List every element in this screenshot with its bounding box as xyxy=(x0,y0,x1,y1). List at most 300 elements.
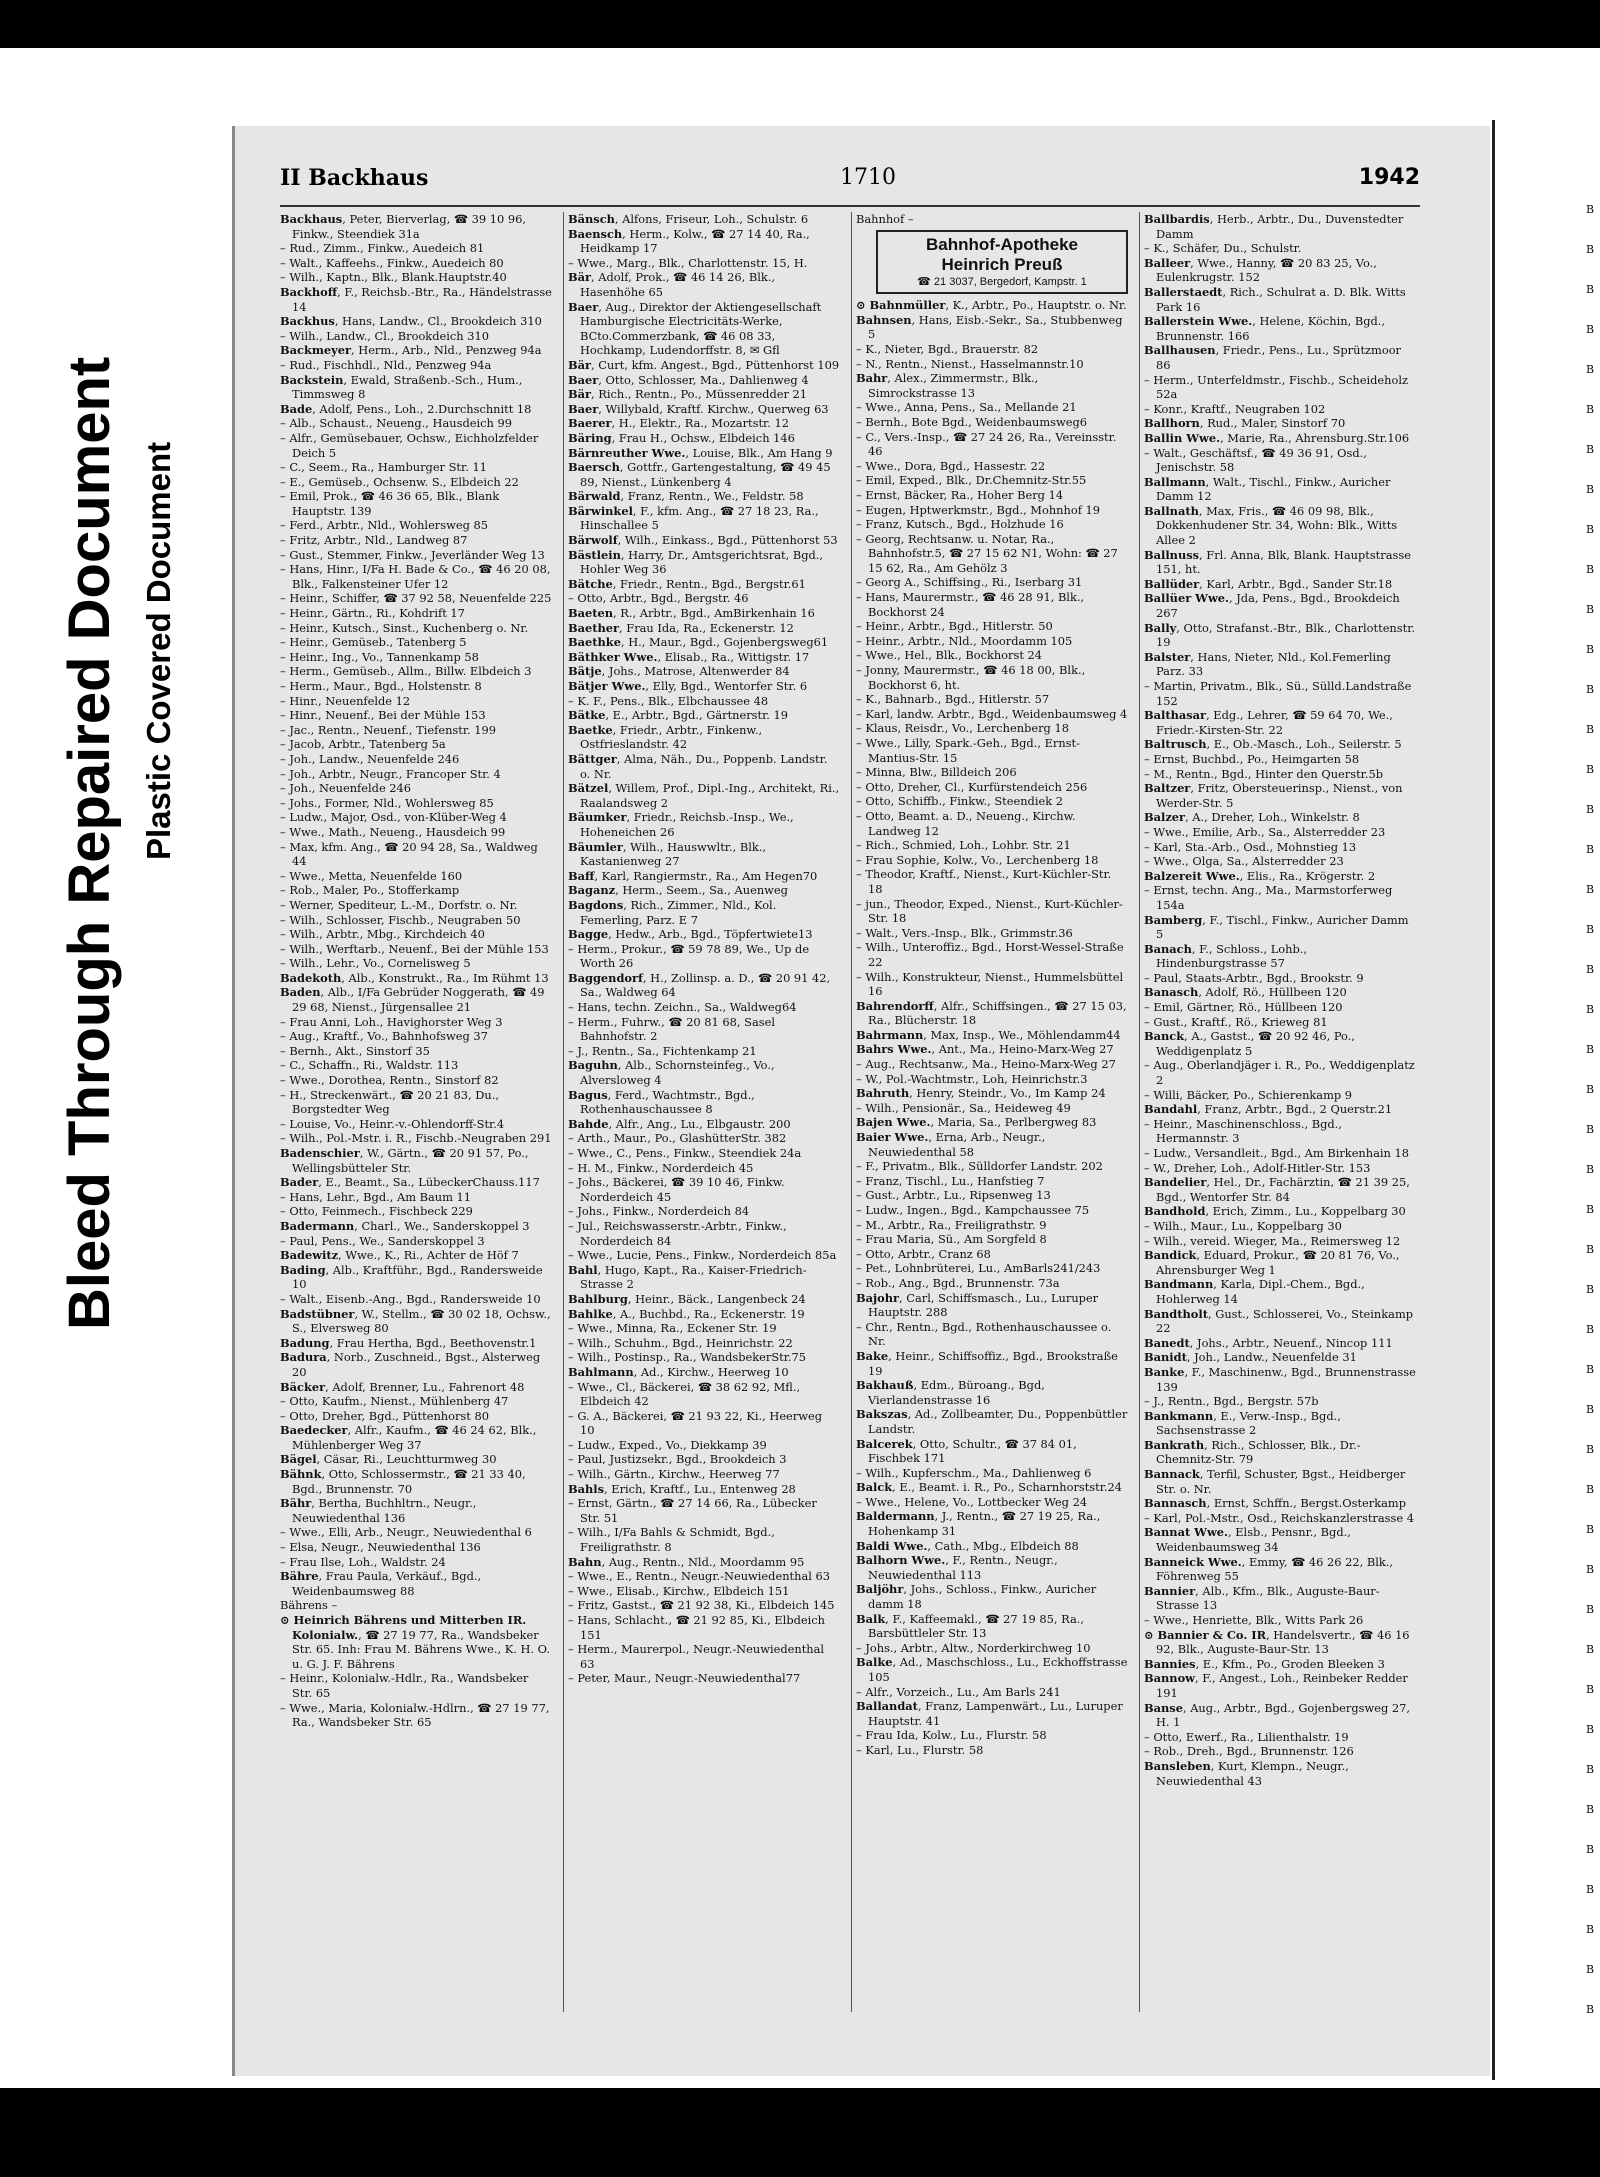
directory-entry: – Wilh., Konstrukteur, Nienst., Hummelsbüttel 16 xyxy=(856,969,1124,999)
pharmacy-advert xyxy=(876,230,1128,295)
directory-entry: – Gust., Stemmer, Finkw., Jeverländer Weg 13 xyxy=(280,547,545,562)
entry-surname: ⊙ Heinrich Bährens und Mitterben IR. Kolonialw. xyxy=(280,1613,527,1642)
entry-surname: Bajen Wwe. xyxy=(856,1115,931,1130)
directory-entry: Banedt, Johs., Arbtr., Neuenf., Nincop 111 xyxy=(1144,1335,1393,1350)
directory-entry: Badura, Norb., Zuschneid., Bgst., Alsterweg 20 xyxy=(280,1350,541,1379)
entry-surname: Bajohr xyxy=(856,1290,900,1305)
directory-entry: Bär, Adolf, Prok., ☎ 46 14 26, Blk., Hasenhöhe 65 xyxy=(568,270,775,299)
entry-surname: Bär xyxy=(568,387,592,402)
directory-entry: – Wwe., Metta, Neuenfelde 160 xyxy=(280,868,463,883)
directory-entry: Bandmann, Karla, Dipl.-Chem., Bgd., Hohlerweg 14 xyxy=(1144,1277,1365,1306)
entry-surname: Ballüer Wwe. xyxy=(1144,591,1229,606)
directory-entry: – Otto, Arbtr., Cranz 68 xyxy=(856,1246,991,1261)
adjacent-letter: B xyxy=(1586,1803,1595,1816)
entry-surname: Bankrath xyxy=(1144,1437,1205,1452)
directory-entry: Baguhn, Alb., Schornsteinfeg., Vo., Alversloweg 4 xyxy=(568,1058,775,1088)
entry-surname: Balck xyxy=(856,1480,893,1495)
entry-surname: Baensch xyxy=(568,226,623,241)
entry-surname: Baltzer xyxy=(1144,781,1191,796)
directory-entry: – E., Gemüseb., Ochsenw. S., Elbdeich 22 xyxy=(280,474,519,489)
directory-entry: – Paul, Staats-Arbtr., Bgd., Brookstr. 9 xyxy=(1144,970,1364,985)
directory-entry: – Ludw., Ingen., Bgd., Kampchaussee 75 xyxy=(856,1203,1090,1217)
entry-surname: Badekoth xyxy=(280,970,342,985)
entry-surname: Baguhn xyxy=(568,1058,618,1073)
directory-entry: – Karl, Pol.-Mstr., Osd., Reichskanzlerstrasse 4 xyxy=(1144,1510,1414,1525)
entry-surname: Baerer xyxy=(568,416,612,431)
directory-entry: – Louise, Vo., Heinr.-v.-Ohlendorff-Str.4 xyxy=(280,1116,505,1131)
entry-surname: Bahls xyxy=(568,1481,605,1496)
entry-surname: Bandmann xyxy=(1144,1277,1214,1292)
directory-entry: Bagdons, Rich., Zimmer., Nld., Kol. Femerling, Parz. E 7 xyxy=(568,897,777,927)
directory-entry: Bannat Wwe., Elsb., Pensnr., Bgd., Weidenbaumsweg 34 xyxy=(1144,1525,1351,1555)
entry-surname: Ballnuss xyxy=(1144,547,1200,562)
directory-entry: – Joh., Arbtr., Neugr., Francoper Str. 4 xyxy=(280,766,501,781)
adjacent-page-letters xyxy=(1586,190,1600,2030)
directory-entry: Baldi Wwe., Cath., Mbg., Elbdeich 88 xyxy=(856,1538,1079,1553)
entry-surname: Bannow xyxy=(1144,1671,1195,1686)
directory-entry: – Heinr., Arbtr., Bgd., Hitlerstr. 50 xyxy=(856,619,1053,634)
directory-entry: – Franz, Kutsch., Bgd., Holzhude 16 xyxy=(856,517,1064,532)
directory-entry: Badekoth, Alb., Konstrukt., Ra., Im Rühmt 13 xyxy=(280,970,549,985)
entry-surname: Bannier xyxy=(1144,1583,1196,1598)
directory-entry: Baersch, Gottfr., Gartengestaltung, ☎ 49 45 89, Nienst., Lünkenberg 4 xyxy=(568,460,831,489)
directory-entry: – Wwe., E., Rentn., Neugr.-Neuwiedenthal 63 xyxy=(568,1569,830,1584)
advert-title: Bahnhof-Apotheke xyxy=(925,234,1079,254)
entry-surname: Balster xyxy=(1144,649,1191,664)
directory-entry: – Bernh., Bote Bgd., Weidenbaumsweg6 xyxy=(856,414,1088,429)
directory-entry: – Rob., Ang., Bgd., Brunnenstr. 73a xyxy=(856,1275,1060,1290)
adjacent-letter: B xyxy=(1586,1683,1595,1696)
entry-surname: Bandhold xyxy=(1144,1204,1206,1219)
directory-entry: – Wilh., Schuhm., Bgd., Heinrichstr. 22 xyxy=(568,1335,793,1350)
directory-entry: – Herm., Maurerpol., Neugr.-Neuwiedenthal 63 xyxy=(568,1642,825,1671)
adjacent-page-edge xyxy=(1492,120,1600,2080)
directory-entry: – Hans, Lehr., Bgd., Am Baum 11 xyxy=(280,1189,472,1204)
directory-entry: Ballbardis, Herb., Arbtr., Du., Duvenstedter Damm xyxy=(1144,212,1404,241)
directory-entry: – Wwe., Math., Neueng., Hausdeich 99 xyxy=(280,824,506,839)
entry-surname: Bäcker xyxy=(280,1379,326,1394)
entry-surname: Badewitz xyxy=(280,1248,339,1263)
entry-surname: Bärwinkel xyxy=(568,503,633,518)
directory-entry: – Joh., Landw., Neuenfelde 246 xyxy=(280,751,460,766)
entry-surname: Bagdons xyxy=(568,897,624,912)
directory-entry: Bandick, Eduard, Prokur., ☎ 20 81 76, Vo., Ahrensburger Weg 1 xyxy=(1144,1248,1400,1277)
entry-surname: Ballüder xyxy=(1144,576,1200,591)
directory-entry: – Rich., Schmied, Loh., Lohbr. Str. 21 xyxy=(856,838,1071,853)
directory-entry: – Joh., Neuenfelde 246 xyxy=(280,781,412,796)
directory-entry: – Paul, Pens., We., Sanderskoppel 3 xyxy=(280,1233,485,1248)
directory-entry: Bankmann, E., Verw.-Insp., Bgd., Sachsenstrasse 2 xyxy=(1144,1408,1341,1438)
page-number: 1710 xyxy=(840,165,896,190)
entry-surname: Baer xyxy=(568,299,599,314)
entry-surname: Bamberg xyxy=(1144,912,1203,927)
directory-entry: Bahruth, Henry, Steindr., Vo., Im Kamp 24 xyxy=(856,1086,1106,1101)
entry-surname: Bätke xyxy=(568,708,606,723)
entry-surname: Banasch xyxy=(1144,985,1199,1000)
directory-entry: Bahn, Aug., Rentn., Nld., Moordamm 95 xyxy=(568,1554,805,1569)
directory-entry: – K., Bahnarb., Bgd., Hitlerstr. 57 xyxy=(856,692,1050,707)
directory-entry: Balk, F., Kaffeemakl., ☎ 27 19 85, Ra., Barsbüttleler Str. 13 xyxy=(856,1611,1084,1641)
directory-entry: – Frau Ida, Kolw., Lu., Flurstr. 58 xyxy=(856,1728,1047,1743)
directory-entry: Ballhorn, Rud., Maler, Sinstorf 70 xyxy=(1144,416,1346,431)
directory-entry: Baden, Alb., I/Fa Gebrüder Noggerath, ☎ 49 29 68, Nienst., Jürgensallee 21 xyxy=(280,985,545,1015)
directory-entry: – Karl, Sta.-Arb., Osd., Mohnstieg 13 xyxy=(1144,839,1357,854)
directory-entry: Bähr, Bertha, Buchhltrn., Neugr., Neuwiedenthal 136 xyxy=(280,1496,477,1525)
entry-surname: Bannasch xyxy=(1144,1496,1207,1511)
entry-surname: Balke xyxy=(856,1655,893,1670)
entry-surname: ⊙ Bahnmüller xyxy=(856,298,946,313)
directory-entry: – W., Pol.-Wachtmstr., Loh, Heinrichstr.3 xyxy=(856,1071,1088,1086)
directory-entry: – Otto, Kaufm., Nienst., Mühlenberg 47 xyxy=(280,1394,509,1409)
entry-surname: Badung xyxy=(280,1335,330,1350)
entry-surname: Backhoff xyxy=(280,284,338,299)
directory-entry: – Wilh., Gärtn., Kirchw., Heerweg 77 xyxy=(568,1467,780,1482)
entry-surname: Baden xyxy=(280,985,321,1000)
directory-entry: – Heinr., Ing., Vo., Tannenkamp 58 xyxy=(280,649,479,664)
directory-entry: – Konr., Kraftf., Neugraben 102 xyxy=(1144,401,1326,416)
entry-surname: Bannat Wwe. xyxy=(1144,1525,1228,1540)
directory-entry: Bästlein, Harry, Dr., Amtsgerichtsrat, Bgd., Hohler Weg 36 xyxy=(568,547,824,577)
directory-entry: Badung, Frau Hertha, Bgd., Beethovenstr.1 xyxy=(280,1335,537,1350)
adjacent-letter: B xyxy=(1586,803,1595,816)
entry-surname: Baldermann xyxy=(856,1509,935,1524)
directory-entry: Baggendorf, H., Zollinsp. a. D., ☎ 20 91 42, Sa., Waldweg 64 xyxy=(568,970,831,1000)
directory-entry: Bähre, Frau Paula, Verkäuf., Bgd., Weidenbaumsweg 88 xyxy=(280,1569,482,1598)
directory-entry: – Fritz, Gastst., ☎ 21 92 38, Ki., Elbdeich 145 xyxy=(568,1598,835,1613)
entry-surname: Bahlke xyxy=(568,1306,613,1321)
overlay-label-bleed-through: Bleed Through Repaired Document xyxy=(57,356,122,1330)
directory-entry: – Heinr., Gemüseb., Tatenberg 5 xyxy=(280,635,467,650)
directory-entry: Bättger, Alma, Näh., Du., Poppenb. Landstr. o. Nr. xyxy=(568,751,828,781)
adjacent-letter: B xyxy=(1586,763,1595,776)
entry-surname: Bähre xyxy=(280,1569,319,1584)
directory-entry: Ballhausen, Friedr., Pens., Lu., Sprützmoor 86 xyxy=(1144,343,1401,372)
entry-surname: Ballhorn xyxy=(1144,416,1200,431)
directory-entry: – C., Vers.-Insp., ☎ 27 24 26, Ra., Vereinsstr. 46 xyxy=(856,429,1117,459)
adjacent-letter: B xyxy=(1586,603,1595,616)
directory-entry: Banneick Wwe., Emmy, ☎ 46 26 22, Blk., Föhrenweg 55 xyxy=(1144,1554,1394,1584)
directory-entry: Bär, Rich., Rentn., Po., Müssenredder 21 xyxy=(568,387,808,402)
directory-entry: Ballerstein Wwe., Helene, Köchin, Bgd., Brunnenstr. 166 xyxy=(1144,314,1386,343)
directory-entry: – Herm., Fuhrw., ☎ 20 81 68, Sasel Bahnhofstr. 2 xyxy=(568,1014,775,1044)
adjacent-letter: B xyxy=(1586,923,1595,936)
entry-surname: Ballhausen xyxy=(1144,343,1216,358)
directory-entry: Ballin Wwe., Marie, Ra., Ahrensburg.Str.106 xyxy=(1144,430,1410,445)
entry-surname: Baff xyxy=(568,868,595,883)
directory-entry: Baether, Frau Ida, Ra., Eckenerstr. 12 xyxy=(568,620,794,635)
directory-entry: – Wwe., Emilie, Arb., Sa., Alsterredder 23 xyxy=(1144,824,1386,839)
directory-entry: – K. F., Pens., Blk., Elbchaussee 48 xyxy=(568,693,769,708)
directory-entry: Bajohr, Carl, Schiffsmasch., Lu., Luruper Hauptstr. 288 xyxy=(856,1290,1099,1320)
entry-surname: Balzereit Wwe. xyxy=(1144,868,1240,883)
directory-entry: – Wilh., Arbtr., Mbg., Kirchdeich 40 xyxy=(280,927,485,942)
directory-entry: – Otto, Schiffb., Finkw., Steendiek 2 xyxy=(856,794,1064,809)
directory-entry: Bärwinkel, F., kfm. Ang., ☎ 27 18 23, Ra., Hinschallee 5 xyxy=(568,503,819,533)
directory-entry: Bankrath, Rich., Schlosser, Blk., Dr.-Chemnitz-Str. 79 xyxy=(1144,1437,1361,1467)
directory-entry: Balzer, A., Dreher, Loh., Winkelstr. 8 xyxy=(1144,810,1360,825)
directory-entry: Bannack, Terfil, Schuster, Bgst., Heidberger Str. o. Nr. xyxy=(1144,1467,1406,1496)
directory-entry: – Otto, Feinmech., Fischbeck 229 xyxy=(280,1204,473,1219)
directory-entry: Baethke, H., Maur., Bgd., Gojenbergsweg61 xyxy=(568,635,829,650)
directory-entry: Bahrs Wwe., Ant., Ma., Heino-Marx-Weg 27 xyxy=(856,1042,1114,1057)
entry-surname: Bading xyxy=(280,1262,326,1277)
entry-surname: Bahrendorff xyxy=(856,998,934,1013)
directory-entry: – Otto, Arbtr., Bgd., Bergstr. 46 xyxy=(568,591,749,606)
directory-entry: Baer, Willybald, Kraftf. Kirchw., Querweg 63 xyxy=(568,401,829,416)
entry-surname: Banse xyxy=(1144,1700,1183,1715)
entry-surname: Bätjer Wwe. xyxy=(568,679,646,693)
directory-entry: Bandahl, Franz, Arbtr., Bgd., 2 Querstr.21 xyxy=(1144,1102,1393,1117)
entry-surname: Bähr xyxy=(280,1496,312,1511)
entry-surname: Ballmann xyxy=(1144,474,1206,489)
adjacent-letter: B xyxy=(1586,1603,1595,1616)
entry-surname: Bärnreuther Wwe. xyxy=(568,445,686,460)
entry-surname: Backhus xyxy=(280,314,335,329)
directory-entry: – Hans, techn. Zeichn., Sa., Waldweg64 xyxy=(568,1000,797,1015)
directory-entry: Bägel, Cäsar, Ri., Leuchtturmweg 30 xyxy=(280,1452,497,1467)
directory-entry: – Martin, Privatm., Blk., Sü., Sülld.Landstraße 152 xyxy=(1144,679,1412,708)
entry-surname: Bätje xyxy=(568,664,602,679)
directory-entry: Bandelier, Hel., Dr., Fachärztin, ☎ 21 39 25, Bgd., Wentorfer Str. 84 xyxy=(1144,1175,1410,1204)
directory-entry: – Frau Maria, Sü., Am Sorgfeld 8 xyxy=(856,1232,1047,1247)
entry-surname: Bägel xyxy=(280,1452,317,1467)
directory-entry: Balck, E., Beamt. i. R., Po., Scharnhorststr.24 xyxy=(856,1480,1123,1495)
entry-surname: Backstein xyxy=(280,372,344,387)
adjacent-letter: B xyxy=(1586,1123,1595,1136)
directory-entry: – Wwe., Lucie, Pens., Finkw., Norderdeich 85a xyxy=(568,1248,837,1263)
entry-surname: Banneick Wwe. xyxy=(1144,1554,1242,1569)
directory-entry: – Hans, Hinr., I/Fa H. Bade & Co., ☎ 46 20 08, Blk., Falkensteiner Ufer 12 xyxy=(280,562,551,591)
directory-entry: Bahl, Hugo, Kapt., Ra., Kaiser-Friedrich-Strasse 2 xyxy=(568,1262,807,1292)
directory-entry: – Heinr., Arbtr., Nld., Moordamm 105 xyxy=(856,633,1073,648)
directory-entry: Bamberg, F., Tischl., Finkw., Auricher Damm 5 xyxy=(1144,912,1409,942)
adjacent-letter: B xyxy=(1586,883,1595,896)
directory-entry: – Herm., Gemüseb., Allm., Billw. Elbdeich 3 xyxy=(280,664,532,679)
directory-entry: – Klaus, Reisdr., Vo., Lerchenberg 18 xyxy=(856,721,1069,736)
directory-entry: – Wwe., Minna, Ra., Eckener Str. 19 xyxy=(568,1321,777,1336)
adjacent-letter: B xyxy=(1586,683,1595,696)
entry-surname: Bärwolf xyxy=(568,533,618,548)
directory-entry: – Wwe., Olga, Sa., Alsterredder 23 xyxy=(1144,854,1344,869)
directory-entry: – W., Dreher, Loh., Adolf-Hitler-Str. 153 xyxy=(1144,1160,1371,1175)
directory-entry: ⊙ Bannier & Co. IR, Handelsvertr., ☎ 46 16 92, Blk., Auguste-Baur-Str. 13 xyxy=(1144,1627,1410,1657)
directory-entry: – Aug., Rechtsanw., Ma., Heino-Marx-Weg 27 xyxy=(856,1057,1116,1072)
entry-surname: Backhaus xyxy=(280,212,343,226)
directory-entry: – Wwe., Henriette, Blk., Witts Park 26 xyxy=(1144,1613,1364,1627)
directory-entry: Bätzel, Willem, Prof., Dipl.-Ing., Architekt, Ri., Raalandsweg 2 xyxy=(568,781,840,810)
entry-surname: Bandahl xyxy=(1144,1102,1198,1117)
entry-surname: Badura xyxy=(280,1350,327,1365)
running-head: II Backhaus xyxy=(280,165,429,191)
entry-surname: Balzer xyxy=(1144,810,1186,825)
entry-surname: Bättger xyxy=(568,751,617,766)
entry-surname: Bahl xyxy=(568,1262,598,1277)
entry-surname: Bahlmann xyxy=(568,1364,634,1379)
directory-entry: Ballnath, Max, Fris., ☎ 46 09 98, Blk., Dokkenhudener Str. 34, Wohn: Blk., Witts Allee 2 xyxy=(1144,503,1398,548)
directory-entry: Bandhold, Erich, Zimm., Lu., Koppelbarg 30 xyxy=(1144,1204,1406,1219)
directory-entry: Banasch, Adolf, Rö., Hüllbeen 120 xyxy=(1144,985,1347,1000)
directory-entry: – Walt., Vers.-Insp., Blk., Grimmstr.36 xyxy=(856,925,1073,940)
adjacent-letter: B xyxy=(1586,1563,1595,1576)
directory-entry: – Gust., Kraftf., Rö., Krieweg 81 xyxy=(1144,1014,1328,1029)
adjacent-letter: B xyxy=(1586,843,1595,856)
directory-entry: Ballandat, Franz, Lampenwärt., Lu., Luruper Hauptstr. 41 xyxy=(856,1699,1123,1728)
directory-entry: Banidt, Joh., Landw., Neuenfelde 31 xyxy=(1144,1350,1357,1365)
entry-surname: Bär xyxy=(568,270,592,285)
directory-entry: – Alfr., Vorzeich., Lu., Am Barls 241 xyxy=(856,1684,1061,1699)
page-header xyxy=(280,165,1420,205)
directory-entry: Bansleben, Kurt, Klempn., Neugr., Neuwiedenthal 43 xyxy=(1144,1758,1349,1788)
directory-entry: – Walt., Kaffeehs., Finkw., Auedeich 80 xyxy=(280,255,504,270)
directory-entry: – Wilh., Postinsp., Ra., WandsbekerStr.75 xyxy=(568,1350,807,1365)
entry-surname: Baethke xyxy=(568,635,621,650)
directory-entry: Bakszas, Ad., Zollbeamter, Du., Poppenbüttler Landstr. xyxy=(856,1407,1128,1436)
entry-surname: Bäring xyxy=(568,430,612,445)
directory-entry: Bajen Wwe., Maria, Sa., Perlbergweg 83 xyxy=(856,1115,1097,1130)
entry-surname: Bandick xyxy=(1144,1248,1197,1263)
directory-entry: – Wilh., Unteroffiz., Bgd., Horst-Wessel-Straße 22 xyxy=(856,940,1124,969)
entry-surname: Bader xyxy=(280,1175,319,1190)
directory-entry: Bäumker, Friedr., Reichsb.-Insp., We., Hoheneichen 26 xyxy=(568,810,794,839)
directory-entry: Baff, Karl, Rangiermstr., Ra., Am Hegen70 xyxy=(568,868,818,883)
entry-surname: Badermann xyxy=(280,1218,355,1233)
entry-surname: Bäthker Wwe. xyxy=(568,649,658,664)
entry-surname: Banck xyxy=(1144,1029,1185,1044)
directory-entry: – Otto, Ewerf., Ra., Lilienthalstr. 19 xyxy=(1144,1729,1349,1744)
adjacent-letter: B xyxy=(1586,363,1595,376)
directory-entry: Baltrusch, E., Ob.-Masch., Loh., Seilerstr. 5 xyxy=(1144,737,1402,752)
directory-entry: Backhaus, Peter, Bierverlag, ☎ 39 10 96, Finkw., Steendiek 31a xyxy=(280,212,527,241)
directory-entry: – J., Rentn., Bgd., Bergstr. 57b xyxy=(1144,1394,1319,1409)
directory-entry: – Wwe., C., Pens., Finkw., Steendiek 24a xyxy=(568,1146,802,1160)
adjacent-letter: B xyxy=(1586,1083,1595,1096)
directory-entry: – Karl, Lu., Flurstr. 58 xyxy=(856,1742,984,1757)
adjacent-letter: B xyxy=(1586,203,1595,216)
directory-entry: – Ernst, Gärtn., ☎ 27 14 66, Ra., Lübecker Str. 51 xyxy=(568,1496,817,1525)
directory-entry: Balke, Ad., Maschschloss., Lu., Eckhoffstrasse 105 xyxy=(856,1655,1128,1684)
entry-surname: Bally xyxy=(1144,620,1177,635)
directory-entry: – N., Rentn., Nienst., Hasselmannstr.10 xyxy=(856,356,1084,371)
entry-surname: Ballnath xyxy=(1144,503,1199,518)
entry-surname: Baersch xyxy=(568,460,620,475)
adjacent-letter: B xyxy=(1586,1523,1595,1536)
directory-entry: – Minna, Blw., Billdeich 206 xyxy=(856,765,1017,780)
entry-surname: Balleer xyxy=(1144,255,1191,270)
directory-entry: Bahlmann, Ad., Kirchw., Heerweg 10 xyxy=(568,1364,789,1379)
directory-entry: Balster, Hans, Nieter, Nld., Kol.Femerling Parz. 33 xyxy=(1144,649,1391,679)
entry-surname: Backmeyer xyxy=(280,343,352,358)
directory-entry: – Johs., Finkw., Norderdeich 84 xyxy=(568,1204,750,1219)
directory-entry: Bär, Curt, kfm. Angest., Bgd., Püttenhorst 109 xyxy=(568,357,840,372)
directory-entry: – Alb., Schaust., Neueng., Hausdeich 99 xyxy=(280,416,512,431)
entry-surname: Bandelier xyxy=(1144,1175,1207,1190)
directory-entry: – Rob., Maler, Po., Stofferkamp xyxy=(280,883,460,898)
entry-surname: Bannack xyxy=(1144,1467,1200,1482)
directory-entry: – Wwe., Helene, Vo., Lottbecker Weg 24 xyxy=(856,1494,1088,1509)
entry-surname: Banke xyxy=(1144,1364,1185,1379)
directory-entry: – Arth., Maur., Po., GlashütterStr. 382 xyxy=(568,1131,787,1146)
directory-entry: – Herm., Maur., Bgd., Holstenstr. 8 xyxy=(280,679,482,693)
directory-entry: – Ludw., Versandleit., Bgd., Am Birkenhain 18 xyxy=(1144,1146,1409,1160)
directory-entry: Balthasar, Edg., Lehrer, ☎ 59 64 70, We., Friedr.-Kirsten-Str. 22 xyxy=(1144,708,1393,737)
directory-entry: – Otto, Dreher, Bgd., Püttenhorst 80 xyxy=(280,1408,489,1423)
directory-entry: Bagus, Ferd., Wachtmstr., Bgd., Rothenhauschaussee 8 xyxy=(568,1087,755,1117)
directory-entry: – H., Streckenwärt., ☎ 20 21 83, Du., Borgstedter Weg xyxy=(280,1087,499,1117)
directory-entry: Badstübner, W., Stellm., ☎ 30 02 18, Ochsw., S., Elversweg 80 xyxy=(280,1306,551,1336)
directory-entry: – Walt., Eisenb.-Ang., Bgd., Randersweide 10 xyxy=(280,1291,541,1306)
directory-entry: – Willi, Bäcker, Po., Schierenkamp 9 xyxy=(1144,1087,1353,1102)
adjacent-letter: B xyxy=(1586,1963,1595,1976)
directory-column-2 xyxy=(568,212,840,1686)
entry-surname: Bagus xyxy=(568,1087,608,1102)
directory-column-3 xyxy=(856,212,1128,1758)
directory-entry: ⊙ Bahnmüller, K., Arbtr., Po., Hauptstr. o. Nr. xyxy=(856,298,1127,313)
directory-entry: – M., Rentn., Bgd., Hinter den Querstr.5b xyxy=(1144,766,1384,781)
directory-entry: – Georg, Rechtsanw. u. Notar, Ra., Bahnhofstr.5, ☎ 27 15 62 N1, Wohn: ☎ 27 15 62, Ra., Am Gehölz 3 xyxy=(856,531,1118,575)
directory-column-1 xyxy=(280,212,552,1730)
directory-entry: – Ernst, Bäcker, Ra., Hoher Berg 14 xyxy=(856,487,1064,502)
directory-entry: – Walt., Geschäftsf., ☎ 49 36 91, Osd., Jenischstr. 58 xyxy=(1144,445,1367,475)
entry-surname: Badstübner xyxy=(280,1306,355,1321)
directory-entry: – Wilh., Kupferschm., Ma., Dahlienweg 6 xyxy=(856,1465,1092,1480)
directory-entry: – Heinr., Gärtn., Ri., Kohdrift 17 xyxy=(280,606,465,621)
entry-surname: Bahruth xyxy=(856,1086,910,1101)
directory-entry: – Heinr., Schiffer, ☎ 37 92 58, Neuenfelde 225 xyxy=(280,591,552,606)
adjacent-letter: B xyxy=(1586,1763,1595,1776)
directory-entry: – Hans, Maurermstr., ☎ 46 28 91, Blk., Bockhorst 24 xyxy=(856,590,1085,619)
directory-entry: Bärnreuther Wwe., Louise, Blk., Am Hang 9 xyxy=(568,445,833,460)
directory-entry: – Frau Anni, Loh., Havighorster Weg 3 xyxy=(280,1014,503,1029)
directory-entry: – Max, kfm. Ang., ☎ 20 94 28, Sa., Waldweg 44 xyxy=(280,839,538,869)
adjacent-letter: B xyxy=(1586,563,1595,576)
adjacent-letter: B xyxy=(1586,963,1595,976)
entry-surname: Baganz xyxy=(568,883,616,898)
entry-surname: Bakhauß xyxy=(856,1378,914,1393)
adjacent-letter: B xyxy=(1586,323,1595,336)
directory-entry: – Aug., Oberlandjäger i. R., Po., Weddigenplatz 2 xyxy=(1144,1058,1415,1088)
directory-entry: – Wwe., Dorothea, Rentn., Sinstorf 82 xyxy=(280,1073,499,1088)
directory-entry: Bäcker, Adolf, Brenner, Lu., Fahrenort 48 xyxy=(280,1379,525,1394)
directory-entry: Baedecker, Alfr., Kaufm., ☎ 46 24 62, Blk., Mühlenberger Weg 37 xyxy=(280,1423,537,1452)
directory-entry: – Wwe., Maria, Kolonialw.-Hdlrn., ☎ 27 19 77, Ra., Wandsbeker Str. 65 xyxy=(280,1700,550,1730)
directory-entry: Bannasch, Ernst, Schffn., Bergst.Osterkamp xyxy=(1144,1496,1407,1511)
directory-entry: – Wilh., Pensionär., Sa., Heideweg 49 xyxy=(856,1100,1071,1115)
entry-surname: Bästlein xyxy=(568,547,621,562)
directory-entry: Bätje, Johs., Matrose, Altenwerder 84 xyxy=(568,664,790,679)
directory-entry: Bahrmann, Max, Insp., We., Möhlendamm44 xyxy=(856,1027,1121,1042)
directory-entry: – Wilh., vereid. Wieger, Ma., Reimersweg 12 xyxy=(1144,1233,1401,1248)
entry-surname: Baer xyxy=(568,401,599,416)
directory-entry: Bannies, E., Kfm., Po., Groden Bleeken 3 xyxy=(1144,1656,1385,1671)
directory-entry: Baer, Aug., Direktor der Aktiengesellschaft Hamburgische Electricitäts-Werke, BCto.Commerzbank, ☎ 46 08 33, Hochkamp, Ludendorffstr. 8, ✉ Gfl xyxy=(568,299,822,358)
directory-entry: – Hans, Schlacht., ☎ 21 92 85, Ki., Elbdeich 151 xyxy=(568,1613,826,1642)
directory-entry: Ballüder, Karl, Arbtr., Bgd., Sander Str.18 xyxy=(1144,576,1393,591)
directory-entry: – jun., Theodor, Exped., Nienst., Kurt-Küchler-Str. 18 xyxy=(856,896,1123,926)
directory-entry: Bannier, Alb., Kfm., Blk., Auguste-Baur-Strasse 13 xyxy=(1144,1583,1380,1613)
adjacent-letter: B xyxy=(1586,1723,1595,1736)
entry-surname: Baetke xyxy=(568,722,613,737)
entry-surname: Baldi Wwe. xyxy=(856,1538,928,1553)
directory-entry: – Wwe., Hel., Blk., Bockhorst 24 xyxy=(856,648,1043,663)
directory-entry: – Alfr., Gemüsebauer, Ochsw., Eichholzfelder Deich 5 xyxy=(280,430,539,460)
directory-entry: – K., Schäfer, Du., Schulstr. xyxy=(1144,241,1302,256)
directory-entry: Bagge, Hedw., Arb., Bgd., Töpfertwiete13 xyxy=(568,927,813,942)
directory-entry: – Wwe., Lilly, Spark.-Geh., Bgd., Ernst-Mantius-Str. 15 xyxy=(856,736,1080,765)
entry-surname: Banach xyxy=(1144,941,1192,956)
directory-entry: Bahlburg, Heinr., Bäck., Langenbeck 24 xyxy=(568,1291,806,1306)
adjacent-letter: B xyxy=(1586,2003,1595,2016)
directory-entry: Banach, F., Schloss., Lohb., Hindenburgstrasse 57 xyxy=(1144,941,1307,971)
